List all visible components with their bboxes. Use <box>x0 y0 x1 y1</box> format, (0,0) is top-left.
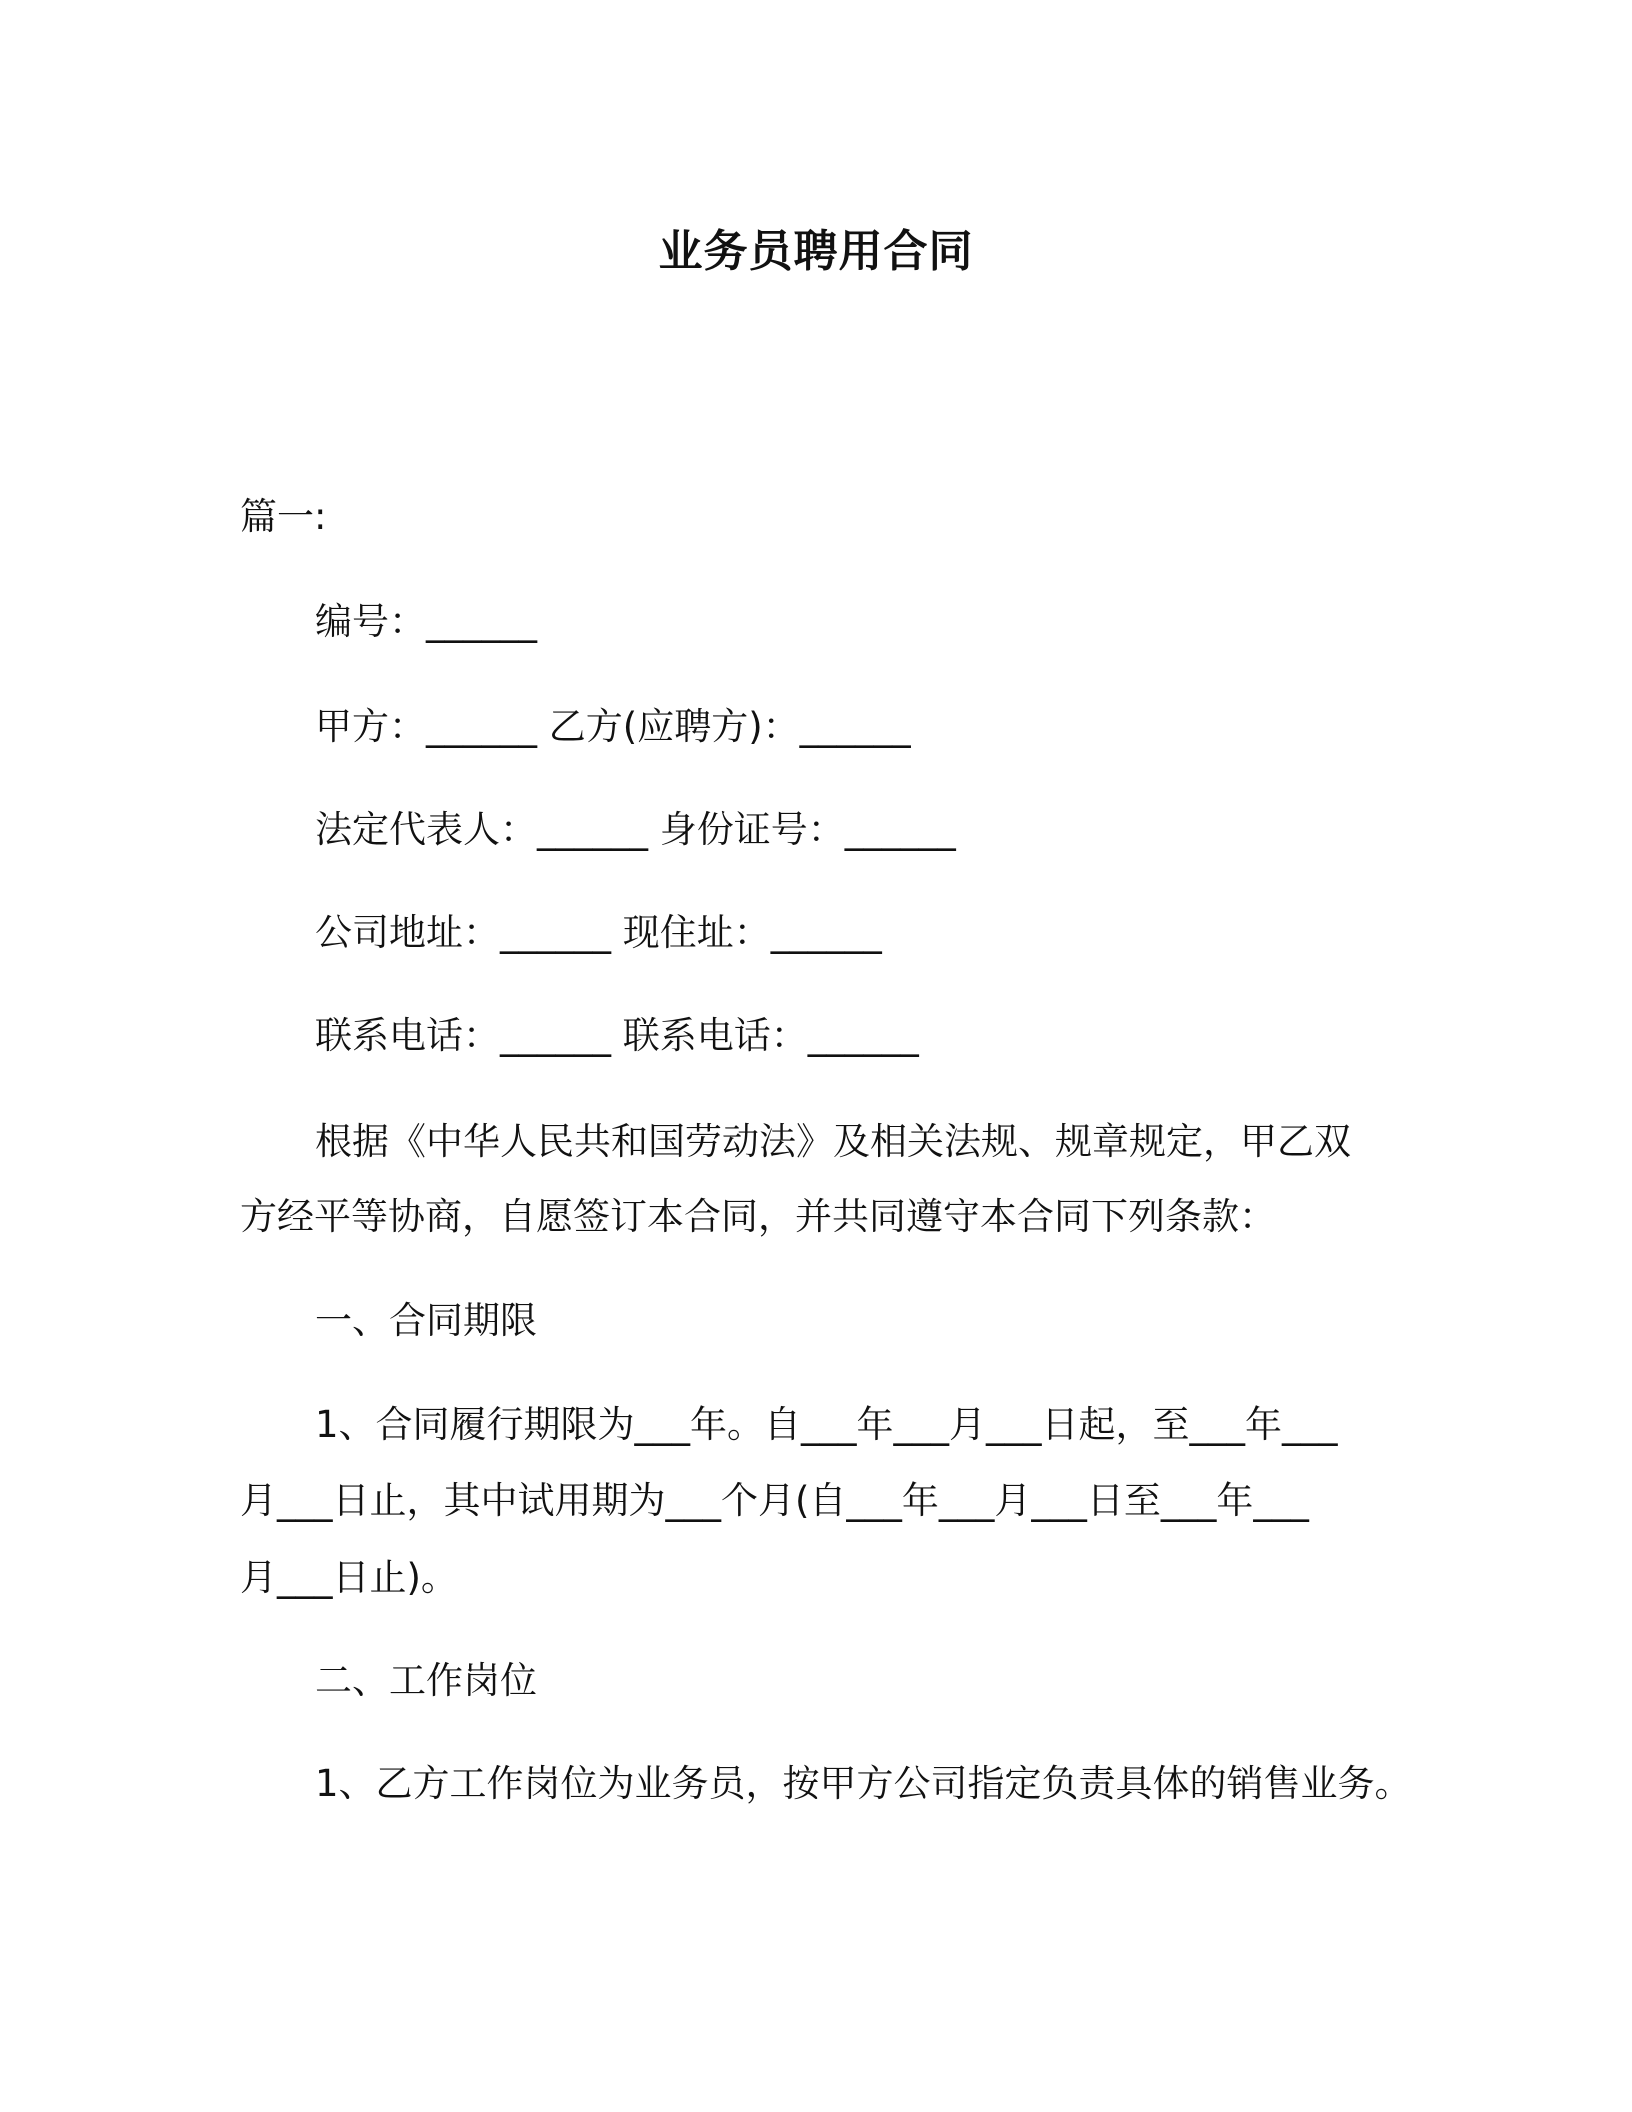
section1-clause1-line3: 月___日止)。 <box>240 1556 458 1599</box>
section2-heading: 二、工作岗位 <box>315 1659 537 1702</box>
field-parties: 甲方：______ 乙方(应聘方)：______ <box>315 705 911 748</box>
section2-clause1: 1、乙方工作岗位为业务员，按甲方公司指定负责具体的销售业务。 <box>315 1762 1412 1805</box>
section1-clause1-line2: 月___日止，其中试用期为___个月(自___年___月___日至___年___ <box>240 1479 1309 1522</box>
document-title: 业务员聘用合同 <box>658 226 974 277</box>
preamble-line-1: 根据《中华人民共和国劳动法》及相关法规、规章规定，甲乙双 <box>315 1120 1351 1163</box>
field-representative-id: 法定代表人：______ 身份证号：______ <box>315 808 956 851</box>
field-address: 公司地址：______ 现住址：______ <box>315 911 882 954</box>
section1-clause1-line1: 1、合同履行期限为___年。自___年___月___日起，至___年___ <box>315 1403 1338 1446</box>
section1-heading: 一、合同期限 <box>315 1299 537 1342</box>
field-phone: 联系电话：______ 联系电话：______ <box>315 1014 919 1057</box>
preamble-line-2: 方经平等协商，自愿签订本合同，并共同遵守本合同下列条款： <box>240 1195 1276 1238</box>
section-label: 篇一: <box>240 495 327 538</box>
field-number: 编号：______ <box>315 600 537 643</box>
